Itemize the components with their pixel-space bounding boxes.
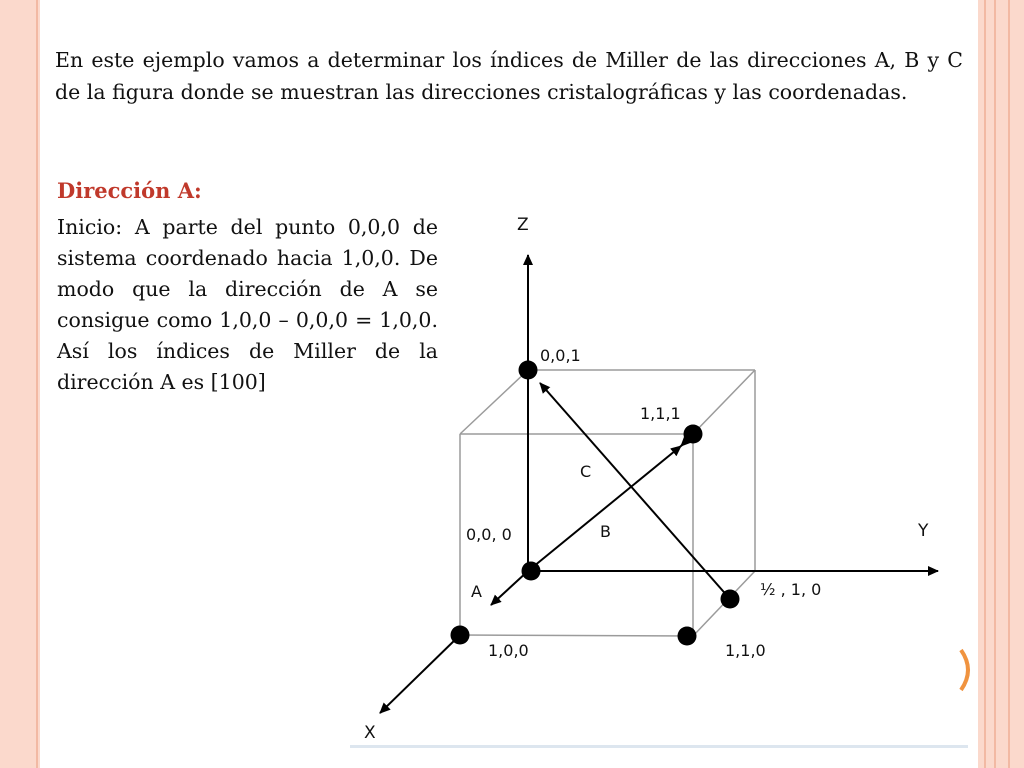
direction-a-arrow (491, 571, 528, 605)
right-border-line (994, 0, 996, 768)
label-001: 0,0,1 (540, 346, 581, 365)
direction-b-label: B (600, 522, 611, 541)
z-axis-label: Z (517, 215, 529, 235)
direction-c-arrow (540, 383, 730, 599)
cube-edge (460, 635, 693, 636)
unit-cube (460, 370, 755, 636)
direction-a-label: A (471, 582, 482, 601)
point-000 (522, 562, 541, 581)
section-heading: Dirección A: (57, 178, 202, 203)
crystal-direction-figure (350, 200, 968, 750)
point-half-1-0 (721, 590, 740, 609)
direction-c-label: C (580, 462, 592, 481)
point-100 (451, 626, 470, 645)
label-110: 1,1,0 (725, 641, 766, 660)
bottom-rule (350, 745, 968, 748)
right-border-line (1008, 0, 1010, 768)
point-001 (519, 361, 538, 380)
label-half-1-0: ½ , 1, 0 (760, 580, 822, 599)
right-border-line (984, 0, 986, 768)
point-111 (684, 425, 703, 444)
left-decorative-border (0, 0, 40, 768)
x-axis-label: X (364, 723, 376, 743)
direction-b-arrow (528, 446, 681, 571)
decorative-orange-arc (955, 648, 977, 692)
label-100: 1,0,0 (488, 641, 529, 660)
point-110 (678, 627, 697, 646)
axes (380, 255, 938, 713)
right-decorative-border (978, 0, 1024, 768)
section-body: Inicio: A parte del punto 0,0,0 de sistema coordenado hacia 1,0,0. De modo que la dirección de A se consigue como 1,0,0 – 0,0,0 = 1,0,0. Así los índices de Miller de la dirección A es [100] (57, 215, 438, 394)
cube-edge (693, 370, 755, 434)
label-111: 1,1,1 (640, 404, 681, 423)
x-axis (380, 635, 460, 713)
label-000: 0,0, 0 (466, 525, 512, 544)
left-border-line (36, 0, 38, 768)
cube-edge (460, 370, 528, 434)
intro-paragraph: En este ejemplo vamos a determinar los índices de Miller de las direcciones A, B y C de la figura donde se muestran las direcciones cristalográficas y las coordenadas. (55, 48, 963, 104)
y-axis-label: Y (918, 521, 929, 541)
